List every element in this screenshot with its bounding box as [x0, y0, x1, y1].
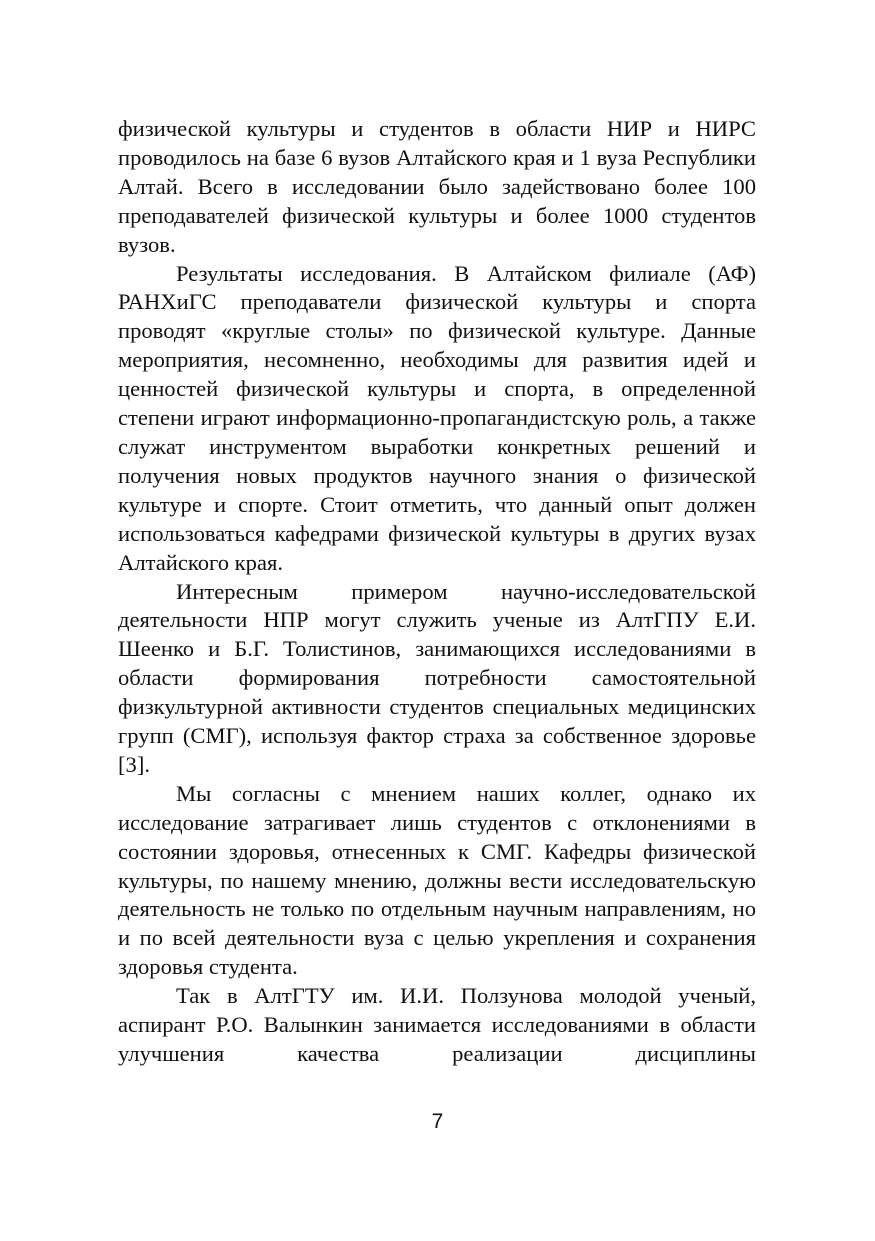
paragraph-1: физической культуры и студентов в области НИР и НИРС проводилось на базе 6 вузов Алтайского края и 1 вуза Республики Алтай. Всего в исследовании было задействовано более 100 преподавателей физической культуры и более 1000 студентов вузов. — [118, 116, 756, 257]
paragraph-3-example: Интересным примером научно-исследовательской деятельности НПР могут служить ученые из АлтГПУ Е.И. Шеенко и Б.Г. Толистинов, занимающихся исследованиями в области формирования потребности самостоятельной физкультурной активности студентов специальных медицинских групп (СМГ), используя фактор страха за собственное здоровье [3]. — [118, 578, 756, 777]
page-number: 7 — [431, 1110, 444, 1133]
paragraph-4-opinion: Мы согласны с мнением наших коллег, однако их исследование затрагивает лишь студентов с отклонениями в состоянии здоровья, отнесенных к СМГ. Кафедры физической культуры, по нашему мнению, должны вести исследовательскую деятельность не только по отдельным научным направлениям, но и по всей деятельности вуза с целью укрепления и сохранения здоровья студента. — [118, 780, 756, 980]
paragraph-2-results: Результаты исследования. В Алтайском филиале (АФ) РАНХиГС преподаватели физической культуры и спорта проводят «круглые столы» по физической культуре. Данные мероприятия, несомненно, необходимы для развития идей и ценностей физической культуры и спорта, в определенной степени играют информационно-пропагандистскую роль, а также служат инструментом выработки конкретных решений и получения новых продуктов научного знания о физической культуре и спорте. Стоит отметить, что данный опыт должен использоваться кафедрами физической культуры в других вузах Алтайского края. — [118, 260, 756, 575]
paragraph-5-altgtu: Так в АлтГТУ им. И.И. Ползунова молодой ученый, аспирант Р.О. Валынкин занимается исследованиями в области улучшения качества реализации дисциплины — [118, 983, 756, 1066]
body-text — [118, 115, 756, 1069]
